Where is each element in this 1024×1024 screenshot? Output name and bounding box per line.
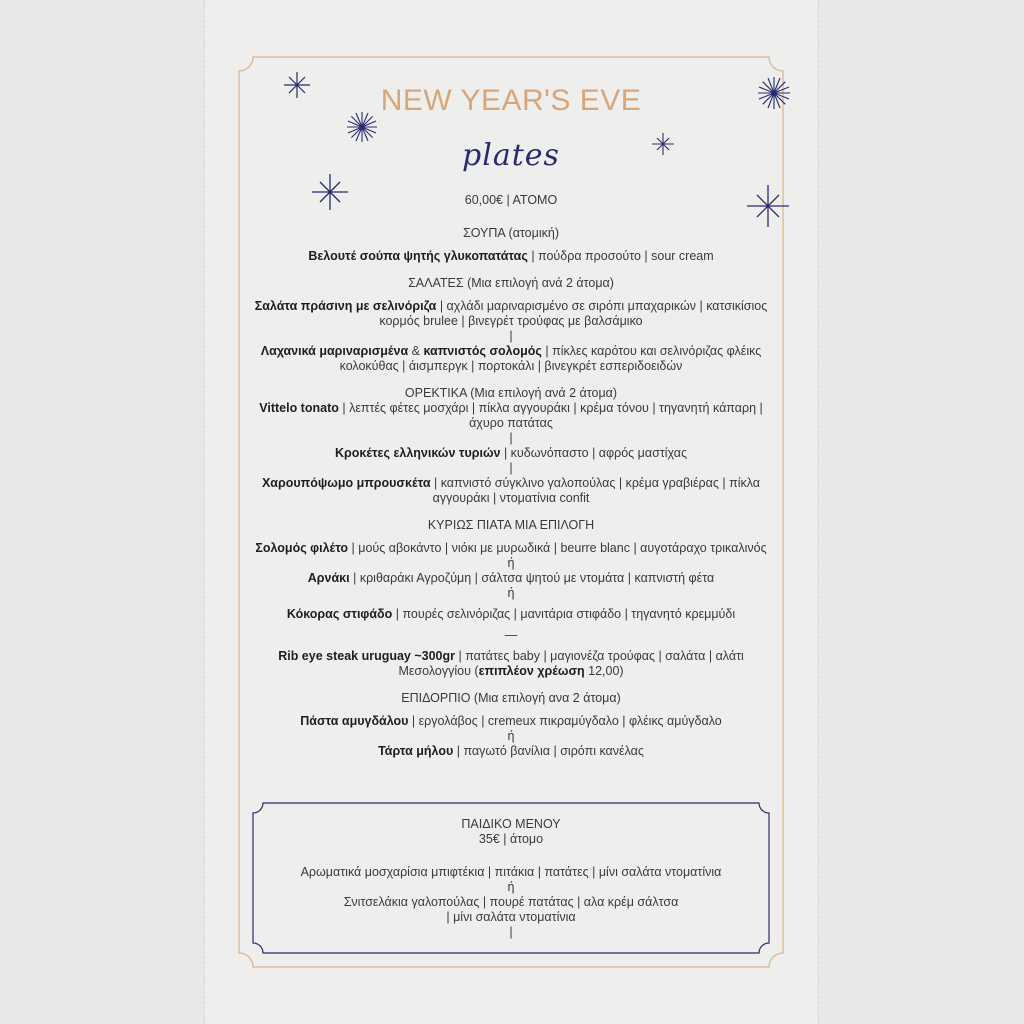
section-heading-mains: ΚΥΡΙΩΣ ΠΙΑΤΑ ΜΙΑ ΕΠΙΛΟΓΗ <box>427 518 595 532</box>
dish-connector: & <box>408 344 424 358</box>
or-separator: ή <box>507 729 515 743</box>
section-heading-soup: ΣΟΥΠΑ (ατομική) <box>463 226 559 240</box>
section-heading-dessert: ΕΠΙΔΟΡΠΙΟ (Μια επιλογή ανα 2 άτομα) <box>401 691 621 705</box>
or-separator: ή <box>507 556 515 570</box>
dish-name: Σολομός φιλέτο <box>255 541 349 555</box>
dish-name: Κόκορας στιφάδο <box>286 607 393 621</box>
menu-item <box>245 607 777 622</box>
dash-separator: — <box>504 628 518 642</box>
menu-title: NEW YEAR'S EVE <box>380 84 642 117</box>
kids-item: Σνιτσελάκια γαλοπούλας | πουρέ πατάτας | αλα κρέμ σάλτσα <box>343 895 679 909</box>
menu-body <box>245 222 777 759</box>
menu-item <box>245 249 777 264</box>
menu-subtitle: plates <box>462 138 560 173</box>
separator: | <box>509 329 513 343</box>
menu-item <box>245 299 777 329</box>
separator: | <box>509 925 513 939</box>
dish-description: | αχλάδι μαριναρισμένο σε σιρόπι μπαχαρικών | κατσικίσιος κορμός brulee | βινεγρέτ τρούφας με βαλσάμικο <box>379 299 768 328</box>
or-separator: ή <box>507 586 515 600</box>
or-separator: ή <box>507 880 515 894</box>
dish-name: Βελουτέ σούπα ψητής γλυκοπατάτας <box>308 249 528 263</box>
section-heading-starters: ΟΡΕΚΤΙΚΑ (Μια επιλογή ανά 2 άτομα) <box>404 386 618 400</box>
dish-description: | παγωτό βανίλια | σιρόπι κανέλας <box>453 744 644 758</box>
menu-item <box>245 571 777 586</box>
dish-description: | κριθαράκι Αγροζύμη | σάλτσα ψητού με ντομάτα | καπνιστή φέτα <box>349 571 715 585</box>
menu-page <box>205 0 817 1024</box>
menu-item <box>245 714 777 729</box>
dish-description: | λεπτές φέτες μοσχάρι | πίκλα αγγουράκι | κρέμα τόνου | τηγανητή κάπαρη | άχυρο πατάτας <box>338 401 763 430</box>
menu-item <box>245 541 777 556</box>
kids-item-continued: | μίνι σαλάτα ντοματίνια <box>446 910 576 924</box>
dish-name: Vittelo tonato <box>259 401 339 415</box>
menu-item <box>245 649 777 679</box>
kids-item: Αρωματικά μοσχαρίσια μπιφτέκια | πιτάκια | πατάτες | μίνι σαλάτα ντοματίνια <box>300 865 722 879</box>
dish-description: | πουρές σελινόριζας | μανιτάρια στιφάδο | τηγανητό κρεμμύδι <box>392 607 736 621</box>
kids-menu-heading: ΠΑΙΔΙΚΟ ΜΕΝΟΥ <box>461 817 561 831</box>
dish-name: Κροκέτες ελληνικών τυριών <box>334 446 501 460</box>
dish-name: Λαχανικά μαριναρισμένα <box>260 344 409 358</box>
dish-name: καπνιστός σολομός <box>423 344 542 358</box>
menu-price: 60,00€ | ΑΤΟΜΟ <box>464 193 558 207</box>
dish-description: | πούδρα προσούτο | sour cream <box>527 249 714 263</box>
section-heading-salads: ΣΑΛΑΤΕΣ (Μια επιλογή ανά 2 άτομα) <box>408 276 614 290</box>
menu-item <box>245 401 777 431</box>
dish-description: | εργολάβος | cremeux πικραμύγδαλο | φλέικς αμύγδαλο <box>408 714 722 728</box>
separator: | <box>509 461 513 475</box>
dish-name: Πάστα αμυγδάλου <box>300 714 409 728</box>
dish-description: | καπνιστό σύγκλινο γαλοπούλας | κρέμα γραβιέρας | πίκλα αγγουράκι | ντοματίνια confit <box>430 476 761 505</box>
dish-description: | κυδωνόπαστο | αφρός μαστίχας <box>500 446 688 460</box>
menu-item <box>245 744 777 759</box>
dish-name: Χαρουπόψωμο μπρουσκέτα <box>261 476 431 490</box>
dish-description: | πίκλες καρότου και σελινόριζας φλέικς κολοκύθας | άισμπεργκ | πορτοκάλι | βινεγκρέτ εσπεριδοειδών <box>339 344 762 373</box>
dish-name: Τάρτα μήλου <box>378 744 454 758</box>
dish-name: Αρνάκι <box>307 571 350 585</box>
menu-item <box>245 476 777 506</box>
menu-item <box>245 446 777 461</box>
dish-name: Σαλάτα πράσινη με σελινόριζα <box>254 299 437 313</box>
menu-item <box>245 344 777 374</box>
extra-charge-label: επιπλέον χρέωση <box>478 664 585 678</box>
page-guide-right <box>818 0 819 1024</box>
dish-name: Rib eye steak uruguay ~300gr <box>278 649 456 663</box>
extra-charge-price: 12,00) <box>584 664 624 678</box>
dish-description: | πατάτες baby | μαγιονέζα τρούφας | σαλάτα | αλάτι Μεσολογγίου ( <box>398 649 744 678</box>
kids-menu-price: 35€ | άτομο <box>478 832 544 846</box>
kids-menu-box <box>255 806 767 950</box>
separator: | <box>509 431 513 445</box>
dish-description: | μούς αβοκάντο | νιόκι με μυρωδικά | beurre blanc | αυγοτάραχο τρικαλινός <box>348 541 767 555</box>
